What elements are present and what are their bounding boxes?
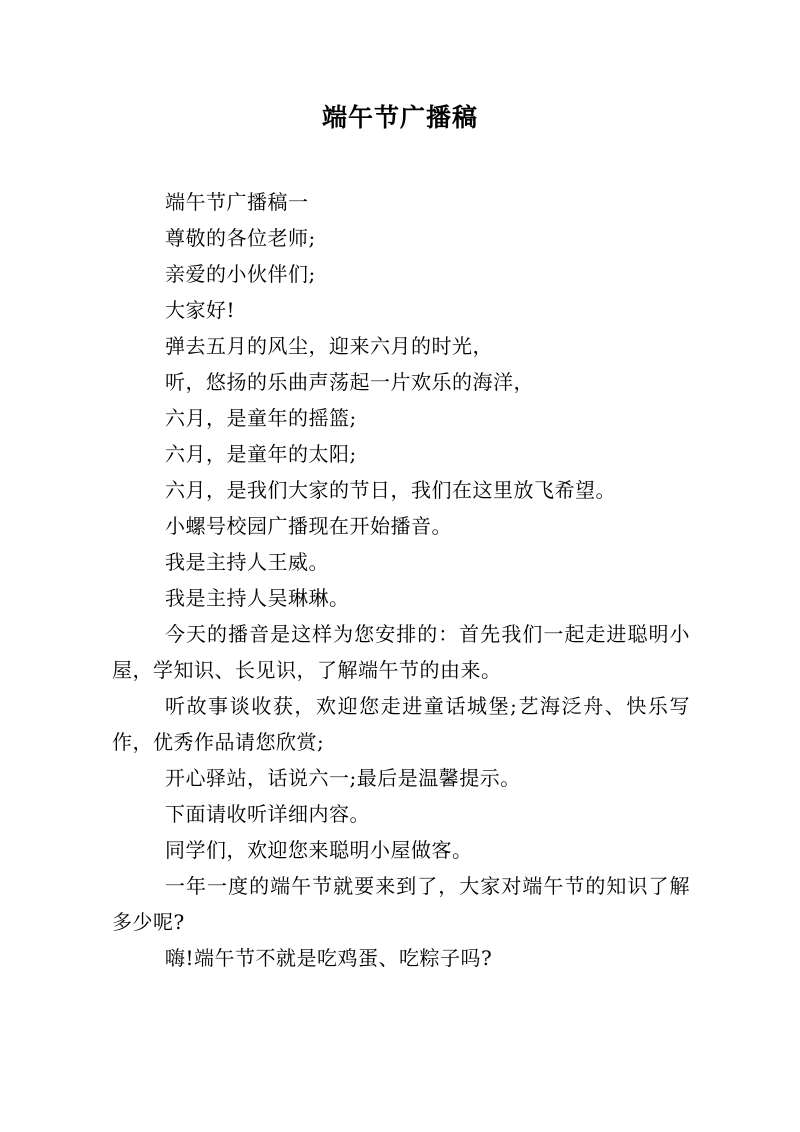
paragraph: 开心驿站，话说六一;最后是温馨提示。 <box>165 766 521 790</box>
paragraph: 嗨!端午节不就是吃鸡蛋、吃粽子吗? <box>165 946 493 970</box>
document-title: 端午节广播稿 <box>321 103 478 132</box>
paragraph: 端午节广播稿一 <box>165 190 309 214</box>
paragraph: 我是主持人王威。 <box>165 550 329 574</box>
paragraph: 弹去五月的风尘，迎来六月的时光， <box>165 334 493 358</box>
paragraph: 大家好! <box>165 298 236 322</box>
paragraph: 六月，是童年的摇篮; <box>165 406 357 430</box>
paragraph: 六月，是我们大家的节日，我们在这里放飞希望。 <box>165 478 616 502</box>
paragraph: 六月，是童年的太阳; <box>165 442 357 466</box>
paragraph: 听故事谈收获，欢迎您走进童话城堡;艺海泛舟、快乐写作，优秀作品请您欣赏; <box>112 694 690 754</box>
paragraph: 今天的播音是这样为您安排的：首先我们一起走进聪明小屋，学知识、长见识，了解端午节的由来。 <box>112 622 690 682</box>
paragraph: 尊敬的各位老师; <box>165 226 316 250</box>
paragraph: 下面请收听详细内容。 <box>165 802 370 826</box>
paragraph: 我是主持人吴琳琳。 <box>165 586 350 610</box>
paragraph: 听，悠扬的乐曲声荡起一片欢乐的海洋， <box>165 370 534 394</box>
paragraph: 小螺号校园广播现在开始播音。 <box>165 514 452 538</box>
paragraph: 亲爱的小伙伴们; <box>165 262 316 286</box>
paragraph: 同学们，欢迎您来聪明小屋做客。 <box>165 838 473 862</box>
paragraph: 一年一度的端午节就要来到了，大家对端午节的知识了解多少呢? <box>112 874 690 934</box>
document-body <box>112 184 690 976</box>
